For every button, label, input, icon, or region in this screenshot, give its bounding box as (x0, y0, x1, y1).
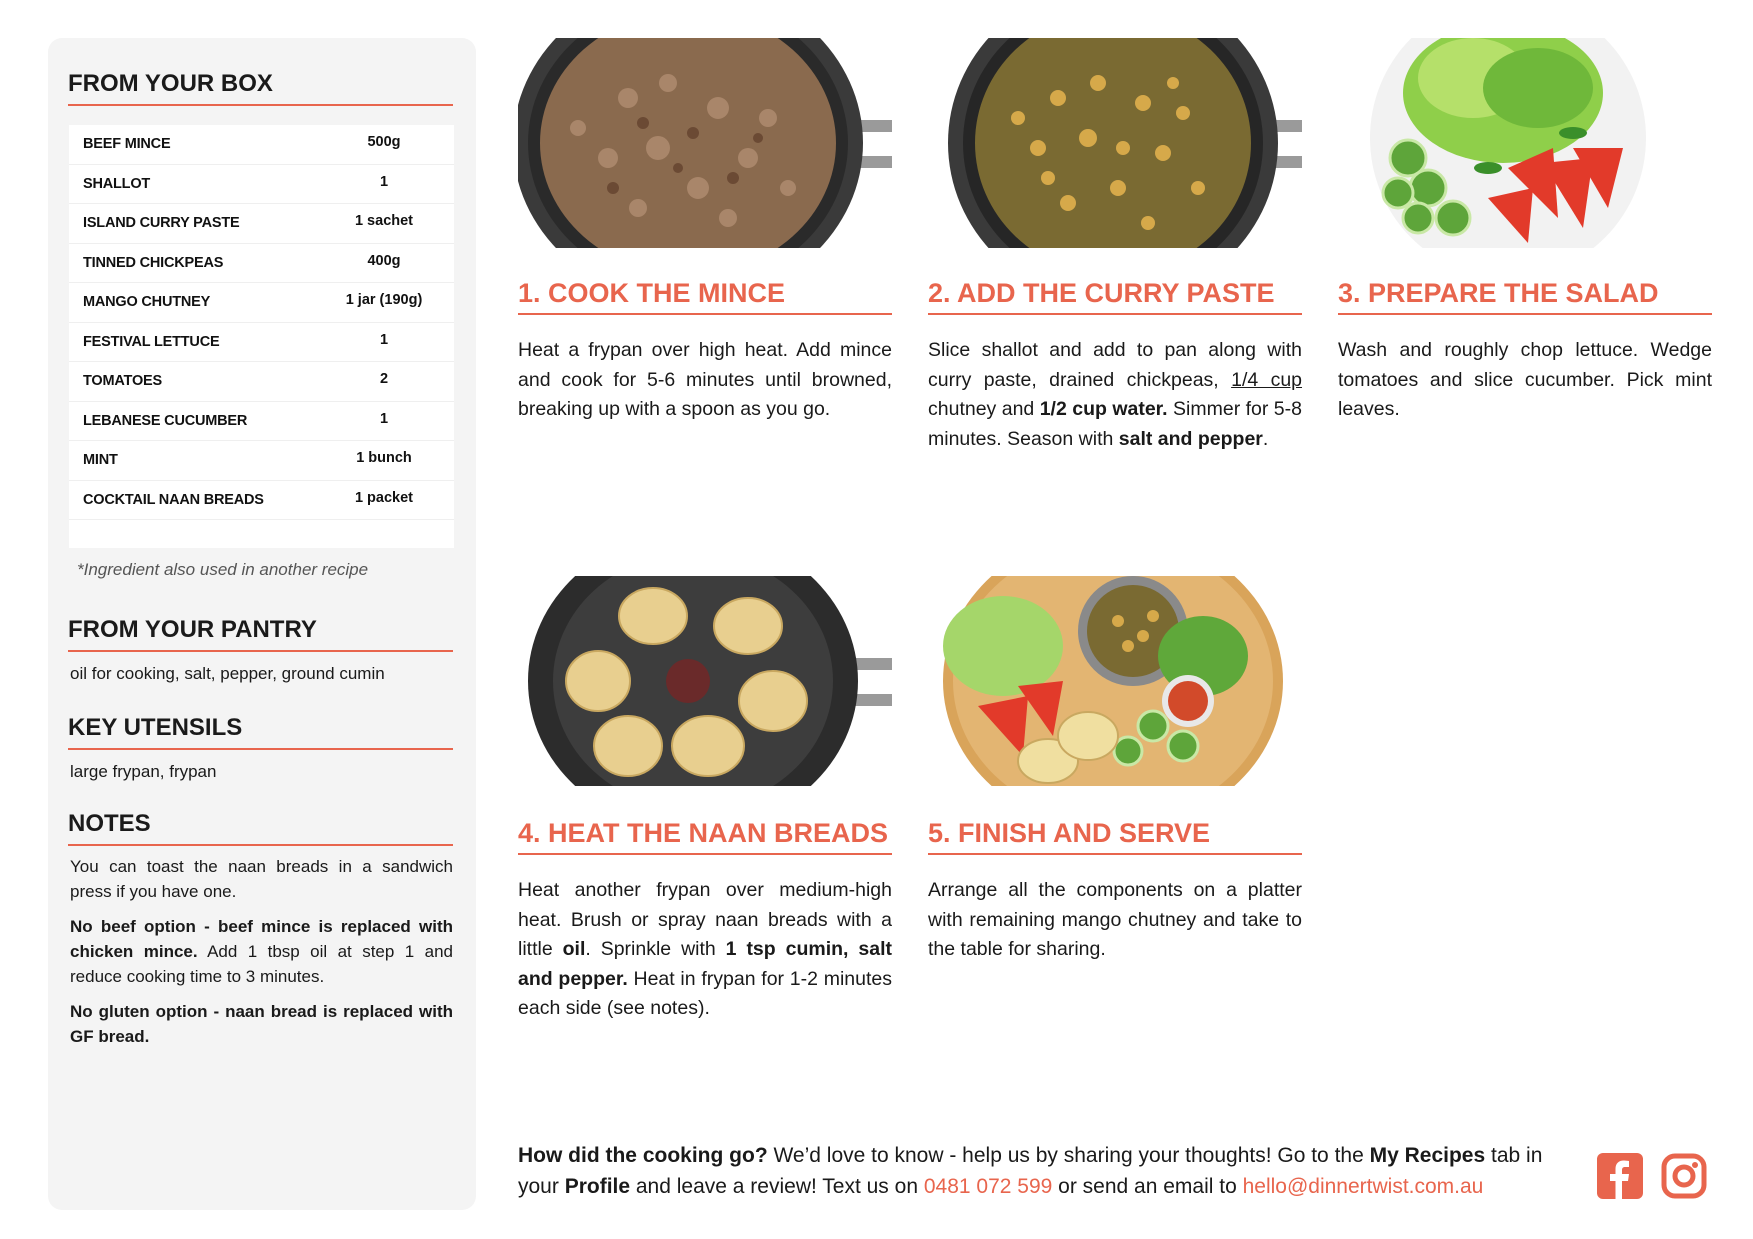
step-2-text (928, 336, 1302, 454)
note-no-beef-rest: Add 1 tbsp oil at step 1 and reduce cooking time to 3 minutes. (70, 942, 453, 986)
table-row (69, 125, 454, 165)
utensils-text: large frypan, frypan (70, 762, 217, 781)
step-4-title: 4. HEAT THE NAAN BREADS (518, 818, 892, 855)
s4-d: 1 tsp cumin, salt and pepper. (518, 938, 892, 990)
step-5-image (928, 576, 1302, 786)
utensils-title: KEY UTENSILS (68, 714, 453, 750)
ingredients-table (69, 125, 454, 548)
table-row (69, 323, 454, 363)
footer-t1: We’d love to know - help us by sharing your thoughts! Go to the (767, 1144, 1370, 1167)
step-1-title: 1. COOK THE MINCE (518, 278, 892, 315)
ingredients-panel (48, 38, 476, 1210)
footnote: *Ingredient also used in another recipe (77, 560, 369, 579)
ingredient-name: TOMATOES (83, 373, 162, 389)
footer-t3: and leave a review! Text us on (630, 1175, 924, 1198)
ingredient-qty: 1 bunch (356, 450, 412, 466)
ingredient-qty: 1 jar (190g) (345, 292, 423, 308)
ingredient-qty: 1 sachet (354, 213, 414, 229)
from-box-title: FROM YOUR BOX (68, 70, 453, 106)
step-1-image (518, 38, 892, 248)
feedback-footer (518, 1140, 1578, 1202)
step-4-image (518, 576, 892, 786)
step-2-title: 2. ADD THE CURRY PASTE (928, 278, 1302, 315)
table-row (69, 283, 454, 323)
table-row (69, 362, 454, 402)
step-1-text: Heat a frypan over high heat. Add mince and cook for 5-6 minutes until browned, breaking up with a spoon as you go. (518, 339, 892, 420)
ingredient-qty: 2 (379, 371, 389, 387)
s2-b: 1/4 cup (1231, 368, 1303, 391)
step-5-title: 5. FINISH AND SERVE (928, 818, 1302, 855)
step-3-title: 3. PREPARE THE SALAD (1338, 278, 1712, 315)
note-no-beef (70, 914, 453, 989)
pantry-text: oil for cooking, salt, pepper, ground cumin (70, 664, 385, 683)
pantry-title: FROM YOUR PANTRY (68, 616, 453, 652)
ingredient-qty: 1 (379, 173, 389, 190)
ingredient-qty: 1 packet (354, 489, 414, 506)
s2-g: . (1262, 427, 1269, 450)
notes-body (70, 854, 453, 1059)
ingredient-name: TINNED CHICKPEAS (83, 254, 224, 271)
ingredient-name: ISLAND CURRY PASTE (83, 215, 240, 231)
step-3-image (1338, 38, 1712, 248)
phone-link[interactable]: 0481 072 599 (923, 1175, 1053, 1198)
s4-c: . Sprinkle with (585, 938, 726, 960)
ingredient-name: SHALLOT (83, 175, 151, 192)
table-row (69, 402, 454, 442)
s2-c: chutney and (928, 398, 1040, 420)
step-4-text (518, 876, 892, 1024)
note-no-beef-bold: No beef option - beef mince is replaced with chicken mince. (70, 917, 453, 961)
footer-t2: tab in your (518, 1144, 1543, 1198)
s2-d: 1/2 cup water. (1039, 398, 1168, 420)
table-row (69, 204, 454, 244)
footer-my-recipes: My Recipes (1369, 1144, 1486, 1167)
s4-e: Heat in frypan for 1-2 minutes each side (see notes). (518, 967, 892, 1019)
ingredient-name: MANGO CHUTNEY (83, 294, 211, 310)
ingredient-qty: 1 (379, 410, 389, 427)
s2-e: Simmer for 5-8 minutes. Season with (928, 398, 1302, 450)
step-2-image (928, 38, 1302, 248)
s4-a: Heat another frypan over medium-high heat. Brush or spray naan breads with a little (518, 879, 892, 960)
note-no-gluten (70, 999, 453, 1049)
step-3-text: Wash and roughly chop lettuce. Wedge tomatoes and slice cucumber. Pick mint leaves. (1338, 339, 1712, 420)
footer-question: How did the cooking go? (518, 1144, 768, 1167)
email-link[interactable]: hello@dinnertwist.com.au (1242, 1175, 1484, 1198)
note-no-gluten-bold: No gluten option - naan bread is replaced with GF bread. (70, 1002, 453, 1046)
ingredient-qty: 400g (367, 252, 401, 269)
instagram-icon[interactable] (1661, 1153, 1707, 1199)
ingredient-name: BEEF MINCE (83, 136, 171, 152)
step-5-text: Arrange all the components on a platter with remaining mango chutney and take to the table for sharing. (928, 879, 1302, 960)
ingredient-name: MINT (83, 452, 118, 468)
footer-t4: or send an email to (1052, 1175, 1243, 1198)
table-row (69, 481, 454, 521)
notes-title: NOTES (68, 810, 453, 846)
footer-profile: Profile (564, 1175, 631, 1198)
ingredient-name: COCKTAIL NAAN BREADS (83, 491, 264, 508)
ingredient-qty: 500g (367, 134, 401, 150)
s2-f: salt and pepper (1118, 427, 1263, 450)
facebook-icon[interactable] (1597, 1153, 1643, 1199)
note-toast: You can toast the naan breads in a sandwich press if you have one. (70, 857, 453, 901)
s2-a: Slice shallot and add to pan along with curry paste, drained chickpeas, (928, 339, 1302, 391)
ingredient-qty: 1 (379, 331, 389, 348)
ingredient-name: FESTIVAL LETTUCE (83, 333, 220, 350)
s4-b: oil (562, 938, 586, 960)
ingredient-name: LEBANESE CUCUMBER (83, 412, 248, 429)
table-row (69, 244, 454, 284)
table-row (69, 165, 454, 205)
table-row (69, 441, 454, 481)
